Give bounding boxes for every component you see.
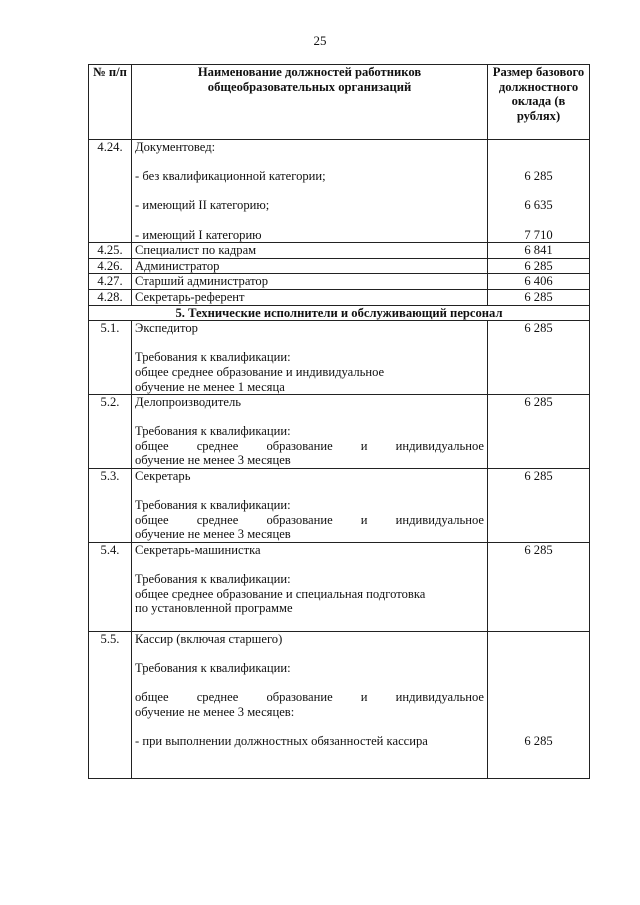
header-num: № п/п — [89, 65, 132, 140]
section-header-row — [89, 305, 590, 321]
row-num: 5.5. — [89, 631, 132, 778]
row-num: 5.1. — [89, 321, 132, 395]
row-num: 4.27. — [89, 274, 132, 290]
row-name — [132, 631, 488, 778]
row-name: Специалист по кадрам — [132, 243, 488, 259]
table-row — [89, 543, 590, 632]
row-name: Секретарь-референт — [132, 289, 488, 305]
table-row — [89, 243, 590, 259]
position-title: Документовед: — [135, 140, 216, 154]
requirements-label: Требования к квалификации: — [135, 572, 291, 587]
position-title: Секретарь-машинистка — [135, 543, 261, 558]
requirements-label: Требования к квалификации: — [135, 660, 291, 675]
table-row — [89, 321, 590, 395]
requirements-text: по установленной программе — [135, 601, 293, 616]
requirements-text: обучение не менее 3 месяцев: — [135, 704, 295, 719]
category-label: - имеющий I категорию — [135, 227, 262, 242]
section-title: 5. Технические исполнители и обслуживающий персонал — [89, 305, 590, 321]
requirements-text: общее среднее образование и индивидуальное — [135, 512, 484, 527]
row-value — [488, 631, 590, 778]
requirements-label: Требования к квалификации: — [135, 498, 291, 513]
position-title: Делопроизводитель — [135, 395, 242, 410]
row-name: Старший администратор — [132, 274, 488, 290]
requirements-text: общее среднее образование и специальная подготовка — [135, 586, 426, 601]
row-value: 6 285 — [488, 258, 590, 274]
row-value: 6 285 — [488, 395, 590, 469]
requirements-text: общее среднее образование и индивидуальное — [135, 364, 385, 379]
row-num: 5.3. — [89, 469, 132, 543]
requirements-label: Требования к квалификации: — [135, 350, 291, 365]
table-row — [89, 258, 590, 274]
row-name — [132, 321, 488, 395]
position-title: Секретарь — [135, 469, 191, 484]
row-value — [488, 140, 590, 243]
salary-value: 7 710 — [524, 227, 553, 242]
requirements-text: общее среднее образование и индивидуальное — [135, 689, 484, 704]
category-label: - имеющий II категорию; — [135, 198, 270, 213]
row-num: 4.28. — [89, 289, 132, 305]
row-name — [132, 469, 488, 543]
table-row — [89, 395, 590, 469]
header-salary: Размер базового должностного оклада (в рублях) — [488, 65, 590, 140]
requirements-text: обучение не менее 1 месяца — [135, 379, 285, 394]
requirements-label: Требования к квалификации: — [135, 424, 291, 439]
row-name — [132, 543, 488, 632]
salary-value: 6 285 — [524, 733, 553, 748]
row-num: 4.25. — [89, 243, 132, 259]
row-num: 4.24. — [89, 140, 132, 243]
salary-value: 6 285 — [524, 169, 553, 184]
salary-table — [88, 64, 590, 779]
salary-value: 6 635 — [524, 198, 553, 213]
requirements-text: обучение не менее 3 месяцев — [135, 453, 291, 468]
row-value: 6 285 — [488, 469, 590, 543]
table-row — [89, 274, 590, 290]
row-num: 5.4. — [89, 543, 132, 632]
row-value: 6 285 — [488, 543, 590, 632]
table-row — [89, 469, 590, 543]
row-num: 4.26. — [89, 258, 132, 274]
page-number: 25 — [313, 33, 327, 48]
table-header — [89, 65, 590, 140]
table-row — [89, 140, 590, 243]
position-title: Экспедитор — [135, 321, 198, 336]
row-num: 5.2. — [89, 395, 132, 469]
position-title: Кассир (включая старшего) — [135, 631, 283, 646]
row-value: 6 285 — [488, 289, 590, 305]
row-value: 6 285 — [488, 321, 590, 395]
row-name — [132, 140, 488, 243]
row-value: 6 841 — [488, 243, 590, 259]
row-value: 6 406 — [488, 274, 590, 290]
header-name: Наименование должностей работников общеобразовательных организаций — [132, 65, 488, 140]
row-name: Администратор — [132, 258, 488, 274]
table-row — [89, 289, 590, 305]
duty-text: - при выполнении должностных обязанностей кассира — [135, 733, 428, 748]
requirements-text: обучение не менее 3 месяцев — [135, 527, 291, 542]
row-name — [132, 395, 488, 469]
requirements-text: общее среднее образование и индивидуальное — [135, 438, 484, 453]
category-label: - без квалификационной категории; — [135, 169, 326, 184]
table-row — [89, 631, 590, 778]
